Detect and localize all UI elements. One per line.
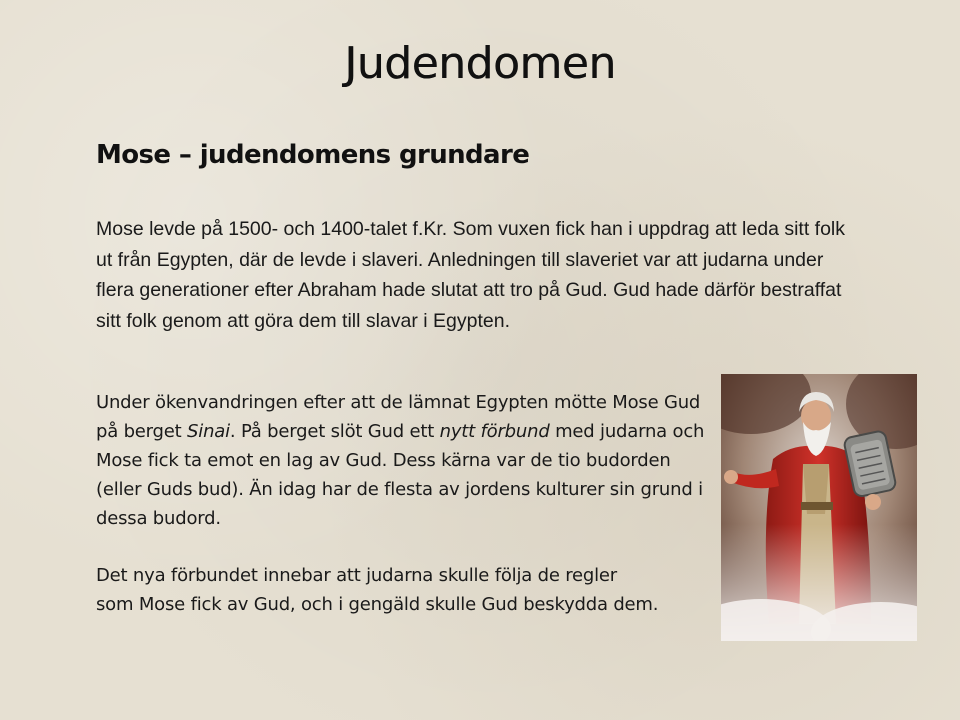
- section-heading: Mose – judendomens grundare: [96, 140, 530, 170]
- paragraph-new-covenant: [96, 561, 736, 619]
- paragraph-sinai-covenant: [96, 388, 716, 533]
- paragraph-sinai-text-1: Under ökenvandringen efter att de lämnat Egypten mötte Mose Gud på berget: [96, 392, 701, 442]
- paragraph-sinai-text-3: med judarna och Mose fick ta emot en lag av Gud. Dess kärna var de tio budorden (eller Guds bud). Än idag har de flesta av jordens kulturer sin grund i dessa budord.: [96, 421, 705, 529]
- paragraph-moses-history: Mose levde på 1500- och 1400-talet f.Kr. Som vuxen fick han i uppdrag att leda sitt folk ut från Egypten, där de levde i slaveri. Anledningen till slaveriet var att judarna under flera generationer efter Abraham hade slutat att tro på Gud. Gud hade därför bestraffat sitt folk genom att göra dem till slavar i Egypten.: [96, 218, 846, 332]
- moses-illustration-svg: [721, 374, 917, 641]
- covenant-emphasis: nytt förbund: [439, 421, 550, 442]
- paragraph-covenant-line-1: Det nya förbundet innebar att judarna skulle följa de regler: [96, 565, 618, 586]
- paragraph-sinai-text-2: . På berget slöt Gud ett: [229, 421, 440, 442]
- slide-title: Judendomen: [344, 38, 616, 89]
- paragraph-covenant-line-2: som Mose fick av Gud, och i gengäld skulle Gud beskydda dem.: [96, 594, 659, 615]
- sinai-emphasis: Sinai: [187, 421, 230, 442]
- moses-illustration-image: [721, 374, 917, 641]
